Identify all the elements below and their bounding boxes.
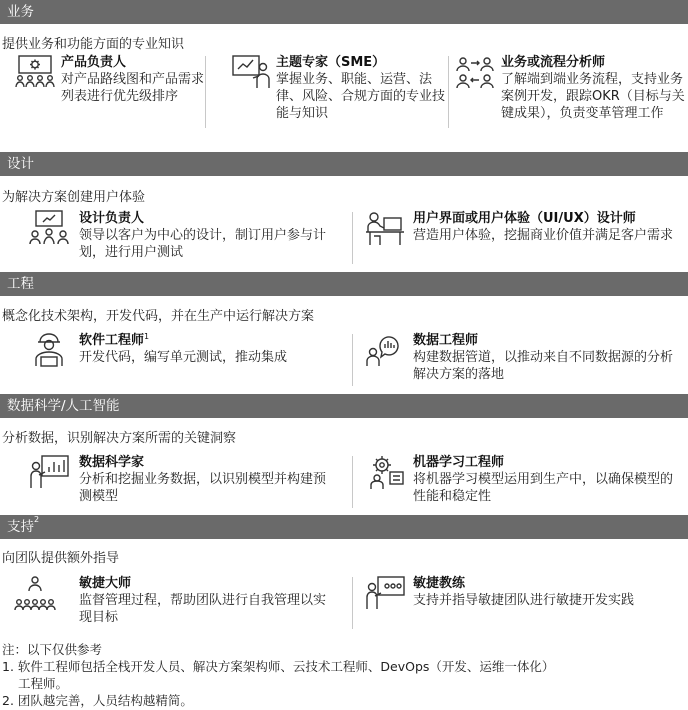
divider: [352, 456, 353, 508]
role-title: 业务或流程分析师: [501, 55, 606, 70]
role-description: 领导以客户为中心的设计，制订用户参与计划，进行用户测试: [79, 228, 327, 260]
notes-heading: 注：以下仅供参考: [2, 642, 103, 657]
role-title: 用户界面或用户体验（UI/UX）设计师: [413, 211, 636, 226]
section-subtitle: 向团队提供额外指导: [2, 551, 120, 566]
section-title: 工程: [7, 276, 34, 292]
role-description: 了解端到端业务流程，支持业务案例开发，跟踪OKR（目标与关键成果），负责变革管理工作: [501, 72, 685, 121]
ux-designer-icon: [364, 210, 406, 246]
role-card-subject-matter-expert: [230, 54, 450, 134]
role-description: 对产品路线图和产品需求列表进行优先级排序: [61, 72, 205, 104]
role-card-design-lead: [28, 210, 348, 270]
subject-matter-expert-icon: [230, 54, 272, 90]
role-title: [79, 332, 339, 349]
role-description: 营造用户体验，挖掘商业价值并满足客户需求: [413, 228, 674, 243]
role-description: 构建数据管道，以推动来自不同数据源的分析解决方案的落地: [413, 350, 674, 382]
role-description: 掌握业务、职能、运营、法律、风险、合规方面的专业技能与知识: [276, 72, 446, 121]
role-title: 机器学习工程师: [413, 455, 505, 470]
role-card-ml-engineer: [364, 454, 684, 514]
section-header: [0, 272, 688, 296]
role-title: 数据科学家: [79, 455, 145, 470]
product-owner-icon: [14, 54, 56, 90]
footnote-2: 2. 团队越完善，人员结构越精简。: [2, 693, 193, 708]
role-description: 监督管理过程，帮助团队进行自我管理以实现目标: [79, 593, 327, 625]
role-description: 开发代码，编写单元测试，推动集成: [79, 350, 288, 365]
ml-engineer-icon: [364, 454, 406, 490]
data-scientist-icon: [28, 454, 70, 490]
footnote-marker: 1: [144, 332, 150, 341]
divider: [352, 334, 353, 386]
role-card-data-scientist: [28, 454, 348, 514]
footnote-1-continued: 工程师。: [18, 676, 69, 691]
role-card-product-owner: [14, 54, 204, 134]
role-card-agile-master: [14, 575, 344, 635]
section-subtitle: 概念化技术架构，开发代码，并在生产中运行解决方案: [2, 309, 315, 324]
divider: [352, 212, 353, 264]
role-title: 设计负责人: [79, 211, 145, 226]
role-title: 主题专家（SME）: [276, 55, 386, 70]
section-header: [0, 515, 688, 539]
section-subtitle: 分析数据，识别解决方案所需的关键洞察: [2, 431, 237, 446]
role-description: 支持并指导敏捷团队进行敏捷开发实践: [413, 593, 635, 608]
role-title: 敏捷大师: [79, 576, 132, 591]
section-header: [0, 152, 688, 176]
section-title: 设计: [7, 156, 34, 172]
section-header: [0, 0, 688, 24]
role-title: 敏捷教练: [413, 576, 466, 591]
section-header: [0, 394, 688, 418]
section-title: 业务: [7, 4, 34, 20]
software-engineer-icon: [28, 332, 70, 368]
section-title: 支持: [7, 519, 34, 535]
role-card-data-engineer: [364, 332, 684, 392]
design-lead-icon: [28, 210, 70, 246]
role-card-process-analyst: [454, 54, 686, 150]
divider: [205, 56, 206, 128]
agile-master-icon: [14, 575, 56, 611]
role-card-software-engineer: [28, 332, 348, 392]
process-analyst-icon: [454, 54, 496, 90]
divider: [352, 577, 353, 629]
footnote-1: 1. 软件工程师包括全栈开发人员、解决方案架构师、云技术工程师、DevOps（开发、运维一体化）: [2, 659, 555, 674]
agile-coach-icon: [364, 575, 406, 611]
role-description: 分析和挖掘业务数据，以识别模型并构建预测模型: [79, 472, 327, 504]
section-subtitle: 提供业务和功能方面的专业知识: [2, 37, 185, 52]
role-title: 产品负责人: [61, 55, 127, 70]
role-card-agile-coach: [364, 575, 684, 635]
section-subtitle: 为解决方案创建用户体验: [2, 190, 146, 205]
data-engineer-icon: [364, 332, 406, 368]
section-design: [0, 152, 688, 270]
role-title: 数据工程师: [413, 333, 479, 348]
divider: [448, 56, 449, 128]
role-card-ux-designer: [364, 210, 684, 270]
footnote-marker: 2: [34, 515, 40, 524]
section-engineering: [0, 272, 688, 392]
section-title: 数据科学/人工智能: [7, 398, 120, 414]
section-support: [0, 515, 688, 639]
section-business: [0, 0, 688, 160]
footnotes: [2, 641, 686, 709]
role-title-text: 软件工程师: [79, 333, 145, 348]
role-description: 将机器学习模型运用到生产中，以确保模型的性能和稳定性: [413, 472, 674, 504]
section-data-science-ai: [0, 394, 688, 512]
